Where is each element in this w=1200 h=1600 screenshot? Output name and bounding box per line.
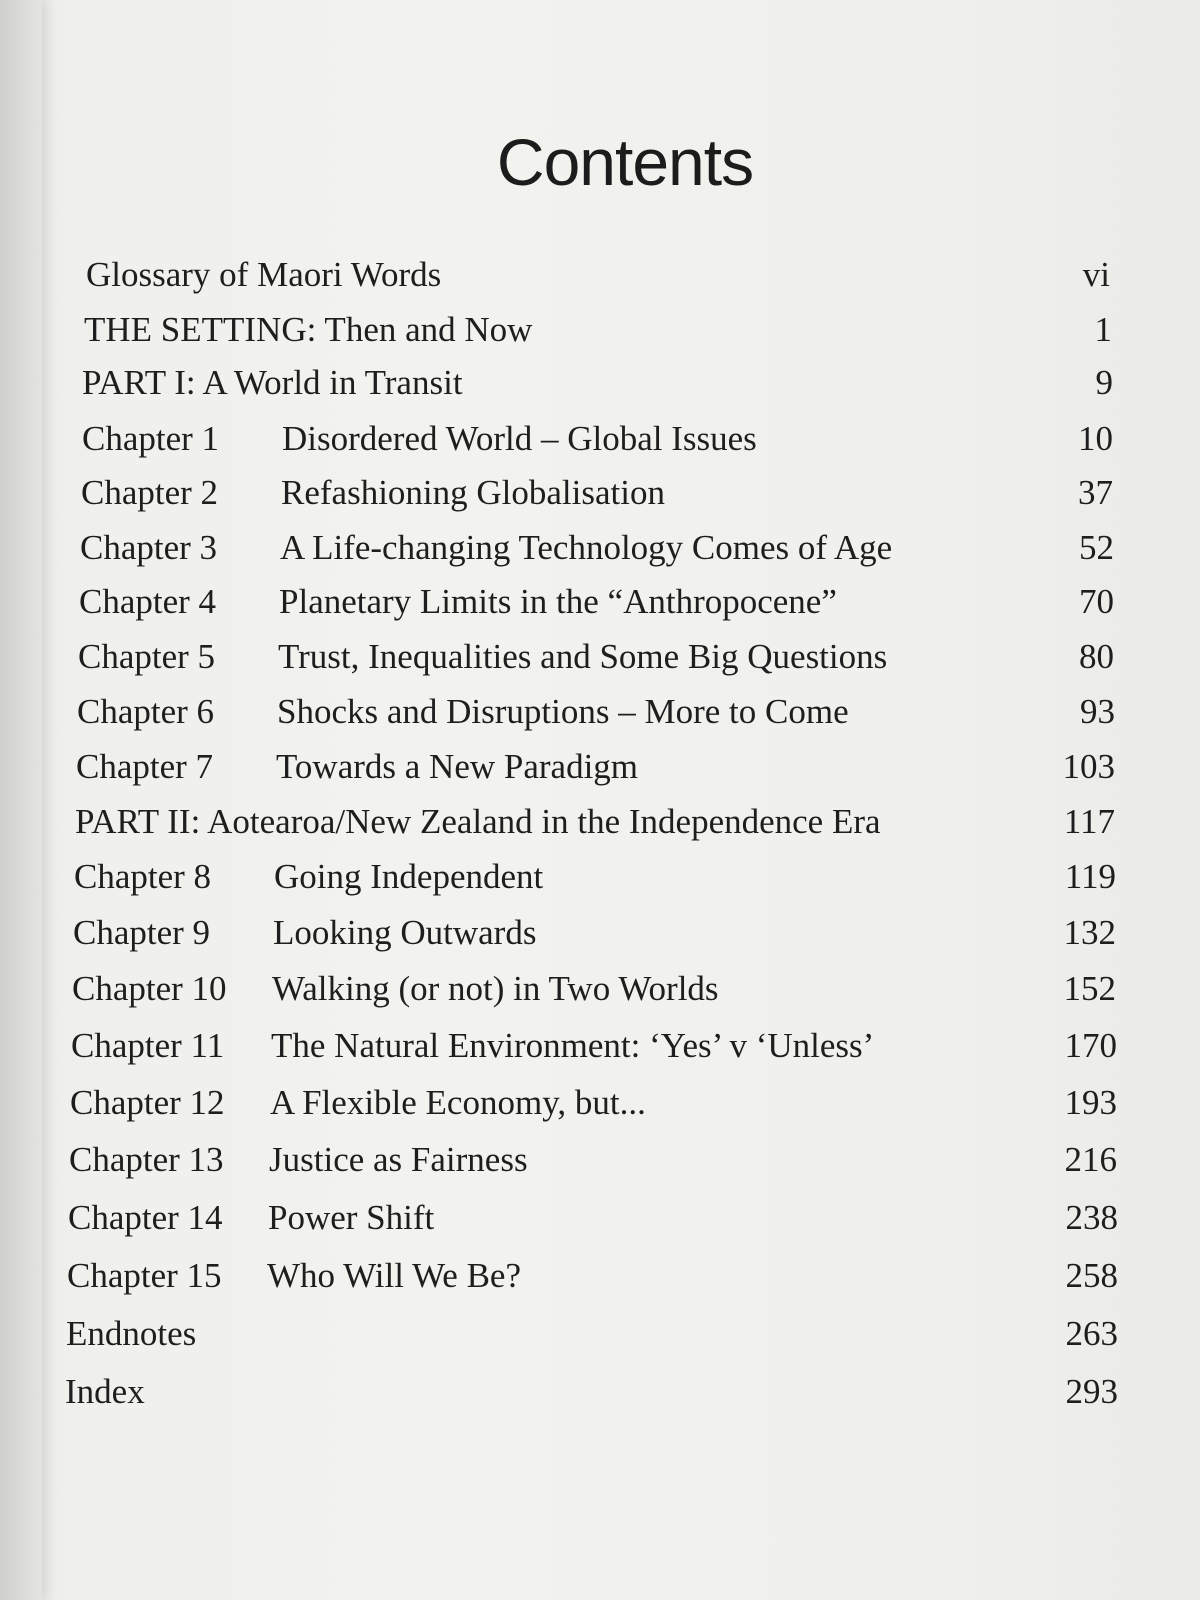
toc-entry <box>71 1021 1117 1071</box>
toc-entry-page-number: 103 <box>1062 747 1115 786</box>
toc-entry <box>70 1078 1117 1128</box>
toc-entry-page-number: 132 <box>1063 913 1116 952</box>
toc-entry-label: Endnotes <box>66 1314 197 1353</box>
toc-entry <box>75 797 1115 847</box>
toc-entry <box>82 414 1113 464</box>
toc-entry-label: Chapter 8 <box>74 857 212 896</box>
toc-entry-page-number: vi <box>1082 255 1110 294</box>
toc-entry-title: Towards a New Paradigm <box>276 747 639 786</box>
toc-entry-label: Chapter 13 <box>69 1140 224 1179</box>
toc-entry <box>84 305 1112 355</box>
toc-entry-page-number: 263 <box>1065 1314 1118 1353</box>
toc-entry <box>80 523 1114 573</box>
toc-entry-title: A Flexible Economy, but... <box>270 1083 646 1122</box>
toc-entry-page-number: 193 <box>1064 1083 1117 1122</box>
toc-entry <box>76 742 1115 792</box>
toc-entry-page-number: 10 <box>1078 419 1113 458</box>
toc-entry-label: Glossary of Maori Words <box>86 255 442 294</box>
toc-entry-title: Going Independent <box>274 857 544 896</box>
toc-entry-title: Planetary Limits in the “Anthropocene” <box>279 582 837 621</box>
toc-entry-label: Chapter 11 <box>71 1026 225 1065</box>
toc-entry-title: Trust, Inequalities and Some Big Questions <box>278 637 888 676</box>
toc-entry-title: Walking (or not) in Two Worlds <box>272 969 719 1008</box>
toc-entry-page-number: 1 <box>1094 310 1112 349</box>
toc-entry <box>74 852 1116 902</box>
toc-entry-page-number: 93 <box>1080 692 1115 731</box>
toc-entry-title: Power Shift <box>268 1198 435 1237</box>
toc-entry-label: Index <box>65 1372 145 1411</box>
toc-entry <box>77 687 1115 737</box>
toc-entry-label: Chapter 3 <box>80 528 218 567</box>
toc-entry-label: Chapter 7 <box>76 747 214 786</box>
toc-entry-label: Chapter 10 <box>72 969 227 1008</box>
toc-entry-page-number: 119 <box>1064 857 1116 896</box>
toc-entry-page-number: 80 <box>1079 637 1114 676</box>
toc-entry-label: Chapter 14 <box>68 1198 223 1237</box>
toc-entry-title: Who Will We Be? <box>267 1256 522 1295</box>
toc-entry-label: Chapter 4 <box>79 582 217 621</box>
toc-entry-page-number: 52 <box>1079 528 1114 567</box>
toc-entry-label: PART I: A World in Transit <box>82 363 463 402</box>
toc-entry-page-number: 9 <box>1095 363 1113 402</box>
toc-entry <box>68 1193 1118 1243</box>
toc-entry-page-number: 216 <box>1064 1140 1117 1179</box>
page-title: Contents <box>496 125 754 199</box>
toc-entry <box>86 250 1110 300</box>
toc-entry-page-number: 293 <box>1065 1372 1118 1411</box>
toc-entry <box>73 908 1116 958</box>
toc-entry <box>78 632 1114 682</box>
toc-entry-label: Chapter 5 <box>78 637 216 676</box>
toc-entry-title: Shocks and Disruptions – More to Come <box>277 692 849 731</box>
toc-entry-label: Chapter 1 <box>82 419 220 458</box>
toc-entry-page-number: 117 <box>1063 802 1115 841</box>
toc-entry <box>79 577 1114 627</box>
toc-entry <box>72 964 1116 1014</box>
toc-entry-label: PART II: Aotearoa/New Zealand in the Independence Era <box>75 802 881 841</box>
toc-entry-page-number: 37 <box>1078 473 1113 512</box>
toc-entry-title: Refashioning Globalisation <box>281 473 665 512</box>
toc-entry-page-number: 258 <box>1065 1256 1118 1295</box>
toc-entry <box>67 1251 1118 1301</box>
toc-entry <box>66 1309 1118 1359</box>
toc-entry-label: Chapter 9 <box>73 913 211 952</box>
toc-entry-label: Chapter 12 <box>70 1083 225 1122</box>
toc-entry-title: Disordered World – Global Issues <box>282 419 757 458</box>
toc-entry <box>69 1135 1117 1185</box>
toc-entry-page-number: 170 <box>1064 1026 1117 1065</box>
toc-entry-title: Looking Outwards <box>273 913 537 952</box>
toc-entry-title: A Life-changing Technology Comes of Age <box>280 528 893 567</box>
toc-entry-page-number: 70 <box>1079 582 1114 621</box>
toc-entry-label: THE SETTING: Then and Now <box>84 310 533 349</box>
toc-entry-page-number: 152 <box>1063 969 1116 1008</box>
toc-entry <box>82 358 1113 408</box>
toc-entry-page-number: 238 <box>1065 1198 1118 1237</box>
toc-entry-label: Chapter 6 <box>77 692 215 731</box>
toc-entry <box>81 468 1113 518</box>
toc-entry-title: Justice as Fairness <box>269 1140 528 1179</box>
toc-entry-title: The Natural Environment: ‘Yes’ v ‘Unless’ <box>271 1026 875 1065</box>
toc-entry-label: Chapter 2 <box>81 473 219 512</box>
toc-entry-label: Chapter 15 <box>67 1256 222 1295</box>
toc-entry <box>65 1367 1118 1417</box>
